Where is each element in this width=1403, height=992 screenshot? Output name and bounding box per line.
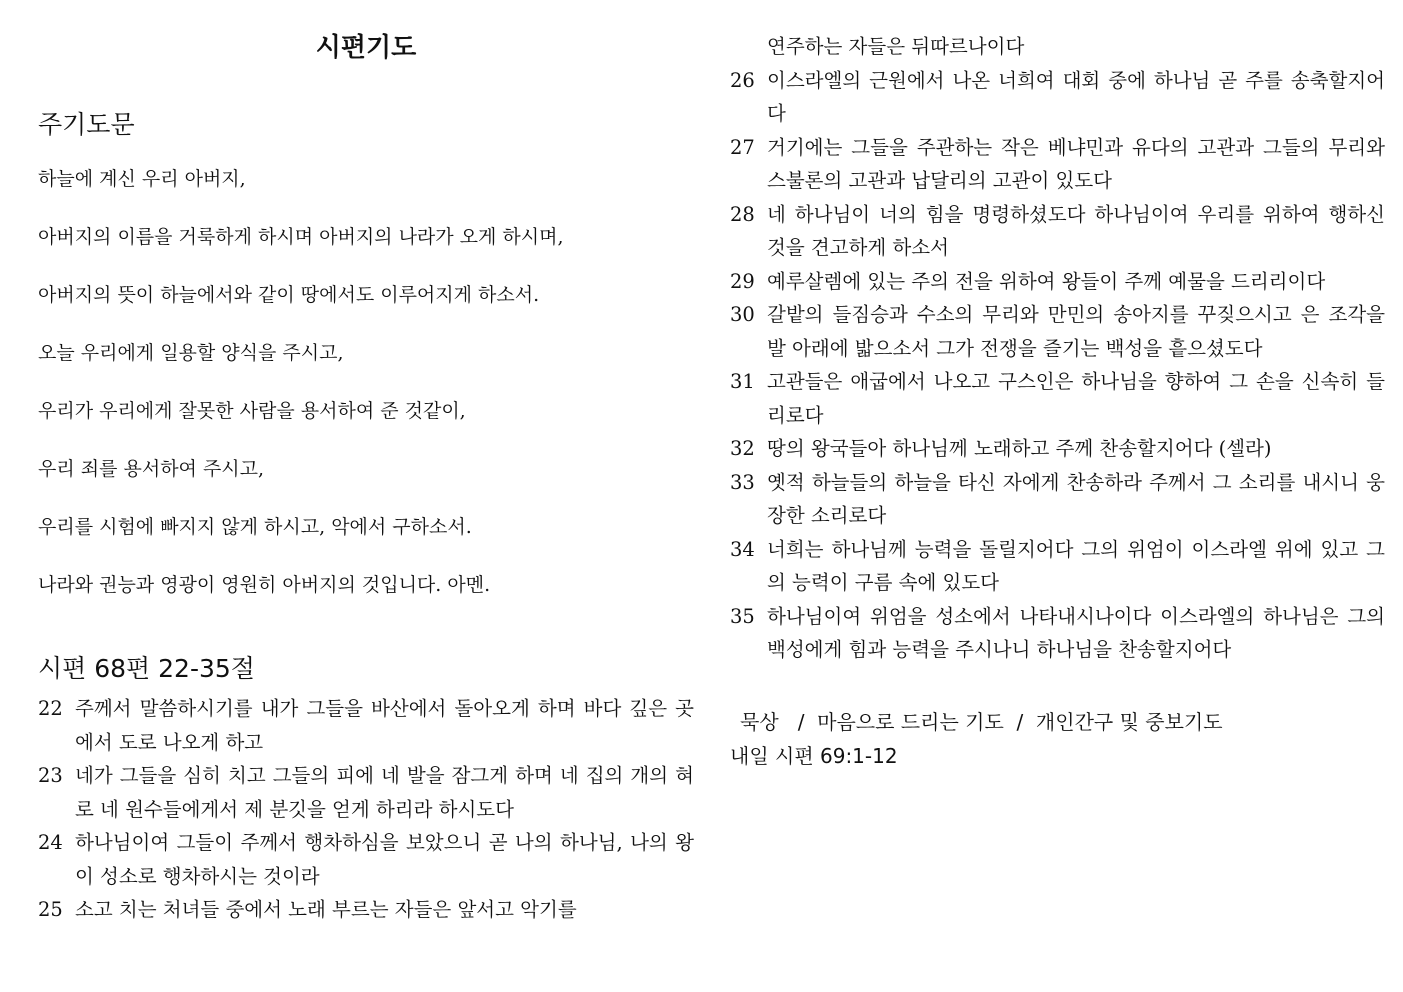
verse	[730, 600, 1385, 667]
verse-number: 31	[730, 370, 755, 393]
verse-number: 27	[730, 135, 755, 159]
verse-text: 주께서 말씀하시기를 내가 그들을 바산에서 돌아오게 하며 바다 깊은 곳에서 도로 나오게 하고	[75, 697, 694, 754]
prayer-line: 우리를 시험에 빠지지 않게 하시고, 악에서 구하소서.	[38, 516, 472, 538]
verse	[38, 692, 694, 759]
lords-prayer-heading: 주기도문	[38, 110, 135, 139]
verse	[730, 432, 1385, 466]
verse-text: 하나님이여 위엄을 성소에서 나타내시나이다 이스라엘의 하나님은 그의 백성에게 힘과 능력을 주시나니 하나님을 찬송할지어다	[767, 604, 1385, 661]
verse-text: 네가 그들을 심히 치고 그들의 피에 네 발을 잠그게 하며 네 집의 개의 혀로 네 원수들에게서 제 분깃을 얻게 하리라 하시도다	[75, 764, 694, 821]
verse	[730, 298, 1385, 365]
verse	[730, 533, 1385, 600]
verse	[730, 131, 1385, 198]
psalm-heading: 시편 68편 22-35절	[38, 654, 255, 683]
prayer-line: 우리 죄를 용서하여 주시고,	[38, 458, 265, 480]
right-column	[730, 30, 1385, 773]
verse-number: 33	[730, 470, 755, 494]
verse-number: 23	[38, 764, 63, 787]
verse	[38, 759, 694, 826]
verse-number: 24	[38, 831, 63, 854]
verse-text: 네 하나님이 너의 힘을 명령하셨도다 하나님이여 우리를 위하여 행하신 것을 견고하게 하소서	[767, 202, 1385, 259]
left-column	[38, 30, 694, 927]
closing-notes	[730, 705, 1385, 773]
prayer-line: 오늘 우리에게 일용할 양식을 주시고,	[38, 342, 344, 364]
verse-text: 갈밭의 들짐승과 수소의 무리와 만민의 송아지를 꾸짖으시고 은 조각을 발 아래에 밟으소서 그가 전쟁을 즐기는 백성을 흩으셨도다	[767, 303, 1385, 360]
verse	[730, 265, 1385, 299]
verse	[730, 365, 1385, 432]
verse-text: 이스라엘의 근원에서 나온 너희여 대회 중에 하나님 곧 주를 송축할지어다	[767, 68, 1385, 125]
verse-number: 32	[730, 437, 755, 460]
page-title: 시편기도	[315, 33, 417, 63]
prayer-line: 아버지의 뜻이 하늘에서와 같이 땅에서도 이루어지게 하소서.	[38, 284, 540, 306]
lords-prayer-text	[38, 166, 694, 630]
verse-text: 하나님이여 그들이 주께서 행차하심을 보았으니 곧 나의 하나님, 나의 왕이 성소로 행차하시는 것이라	[75, 831, 694, 888]
verse-text: 땅의 왕국들아 하나님께 노래하고 주께 찬송할지어다 (셀라)	[767, 437, 1272, 460]
psalm-verses-left	[38, 692, 694, 927]
prayer-line: 우리가 우리에게 잘못한 사람을 용서하여 준 것같이,	[38, 400, 466, 422]
verse-text: 예루살렘에 있는 주의 전을 위하여 왕들이 주께 예물을 드리리이다	[767, 269, 1326, 293]
psalm-verses-right	[730, 64, 1385, 667]
verse	[38, 893, 694, 927]
verse-text: 거기에는 그들을 주관하는 작은 베냐민과 유다의 고관과 그들의 무리와 스불론의 고관과 납달리의 고관이 있도다	[767, 135, 1385, 192]
verse	[730, 198, 1385, 265]
meditation-line: 묵상 / 마음으로 드리는 기도 / 개인간구 및 중보기도	[740, 709, 1223, 734]
verse-continuation: 연주하는 자들은 뒤따르나이다	[767, 35, 1025, 58]
verse	[730, 466, 1385, 533]
verse-text: 소고 치는 처녀들 중에서 노래 부르는 자들은 앞서고 악기를	[75, 898, 577, 921]
verse-number: 26	[730, 68, 755, 92]
verse-number: 34	[730, 537, 755, 561]
prayer-line: 나라와 권능과 영광이 영원히 아버지의 것입니다. 아멘.	[38, 574, 491, 596]
verse	[38, 826, 694, 893]
verse-number: 22	[38, 697, 63, 720]
verse	[730, 64, 1385, 131]
verse-number: 25	[38, 898, 63, 921]
tomorrow-reading: 내일 시편 69:1-12	[730, 743, 898, 768]
verse-number: 30	[730, 303, 755, 326]
verse-number: 29	[730, 269, 755, 293]
prayer-line: 아버지의 이름을 거룩하게 하시며 아버지의 나라가 오게 하시며,	[38, 226, 564, 248]
verse-number: 28	[730, 202, 755, 226]
verse-text: 옛적 하늘들의 하늘을 타신 자에게 찬송하라 주께서 그 소리를 내시니 웅장한 소리로다	[767, 470, 1385, 527]
verse-number: 35	[730, 604, 755, 628]
verse-text: 고관들은 애굽에서 나오고 구스인은 하나님을 향하여 그 손을 신속히 들리로다	[767, 370, 1385, 427]
prayer-line: 하늘에 계신 우리 아버지,	[38, 168, 246, 190]
verse-text: 너희는 하나님께 능력을 돌릴지어다 그의 위엄이 이스라엘 위에 있고 그의 능력이 구름 속에 있도다	[767, 537, 1385, 594]
